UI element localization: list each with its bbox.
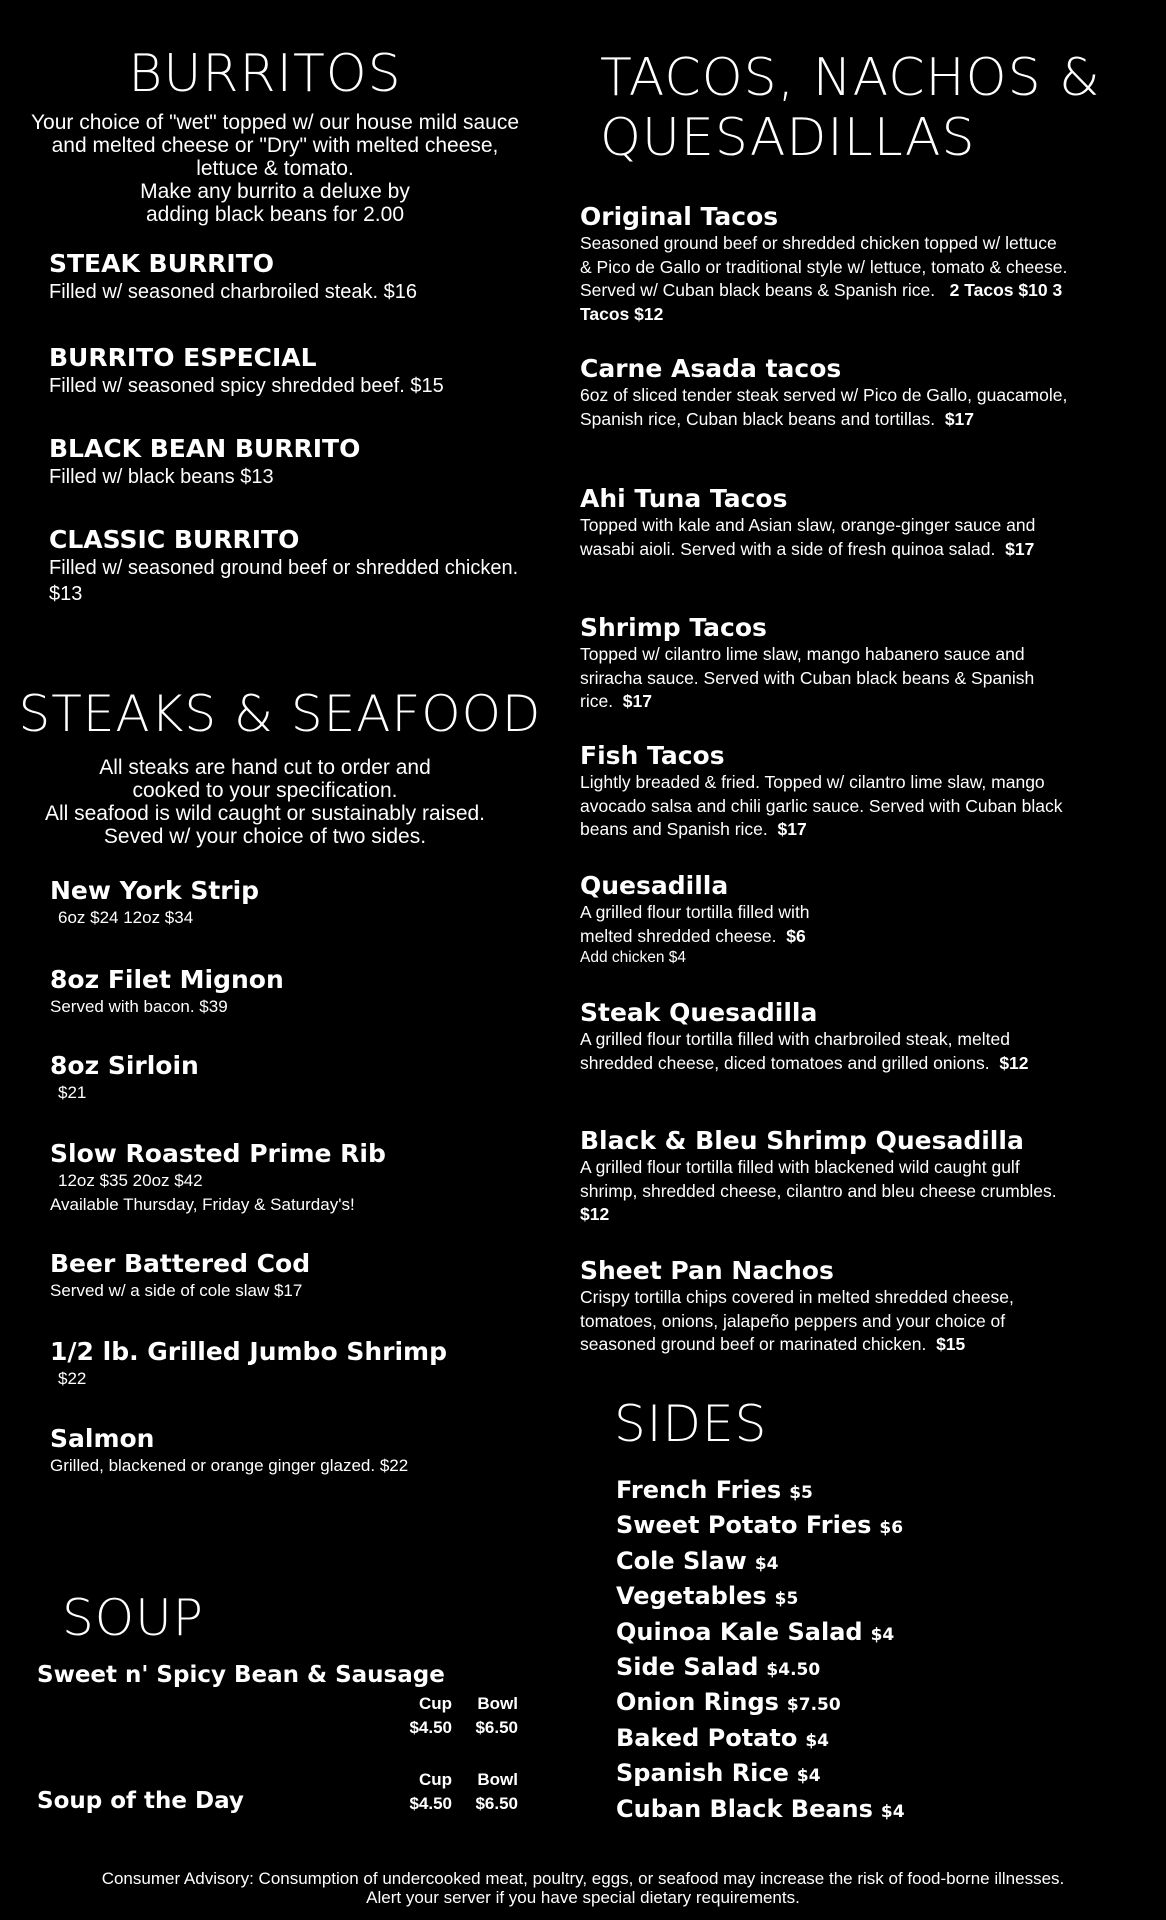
cup-label: Cup — [418, 1694, 452, 1713]
side-item — [616, 1722, 905, 1757]
item-note: Add chicken $4 — [580, 949, 686, 966]
item-desc: Filled w/ seasoned charbroiled steak. $16 — [49, 281, 417, 303]
side-name: Vegetables — [616, 1582, 767, 1611]
consumer-advisory — [0, 1869, 1166, 1907]
steaks-intro: All steaks are hand cut to order and cooked to your specification. All seafood is wild caught or sustainably raised. Seved w/ your choice of two sides. — [44, 756, 486, 848]
cup-price: $4.50 — [409, 1718, 452, 1737]
bowl-price: $6.50 — [475, 1718, 518, 1737]
item-desc: Filled w/ black beans $13 — [49, 466, 274, 488]
item-desc: Served with bacon. $39 — [50, 997, 228, 1016]
item-desc: $22 — [58, 1369, 87, 1388]
burrito-item — [49, 525, 519, 607]
cup-label: Cup — [418, 1770, 452, 1789]
side-item — [616, 1509, 905, 1544]
item-note: Available Thursday, Friday & Saturday's! — [50, 1195, 355, 1214]
burritos-title: BURRITOS — [128, 44, 402, 104]
item-price: $17 — [622, 691, 652, 711]
item-price: $17 — [1005, 538, 1035, 559]
item-name: Original Tacos — [580, 202, 779, 231]
item-price: $15 — [936, 1334, 966, 1354]
taco-item — [580, 1126, 1070, 1227]
item-name: 1/2 lb. Grilled Jumbo Shrimp — [50, 1337, 447, 1366]
item-desc: Topped w/ cilantro lime slaw, mango habanero sauce and sriracha sauce. Served with Cuban black beans & Spanish rice. $17 — [580, 644, 1035, 711]
item-name: Black & Bleu Shrimp Quesadilla — [580, 1126, 1024, 1155]
side-name: Quinoa Kale Salad — [616, 1617, 863, 1646]
item-desc: Crispy tortilla chips covered in melted shredded cheese, tomatoes, onions, jalapeño peppers and your choice of seasoned ground beef or marinated chicken. $15 — [580, 1287, 1014, 1354]
item-name: Quesadilla — [580, 871, 729, 900]
side-price: $4 — [870, 1624, 895, 1645]
side-price: $7.50 — [786, 1695, 841, 1716]
item-desc: A grilled flour tortilla filled with melted shredded cheese. $6 — [580, 902, 810, 946]
side-name: Cole Slaw — [616, 1546, 747, 1575]
side-item — [616, 1545, 905, 1580]
side-name: Onion Rings — [616, 1688, 779, 1717]
item-name: 8oz Sirloin — [50, 1051, 199, 1080]
bowl-label: Bowl — [477, 1770, 518, 1789]
item-desc: 6oz of sliced tender steak served w/ Pico de Gallo, guacamole, Spanish rice, Cuban black beans and tortillas. $17 — [580, 385, 1068, 429]
burrito-item — [49, 249, 417, 305]
soup-price-table — [370, 1768, 518, 1816]
advisory-line1: Consumer Advisory: Consumption of undercooked meat, poultry, eggs, or seafood may increase the risk of food-borne illnesses. — [101, 1869, 1065, 1888]
burrito-item — [49, 434, 360, 490]
steak-item — [50, 1051, 199, 1105]
side-price: $5 — [789, 1483, 813, 1503]
taco-item — [580, 741, 1070, 842]
item-name: Steak Quesadilla — [580, 998, 818, 1027]
tacos-title-line1: TACOS, NACHOS & — [600, 48, 1101, 108]
soup-title: SOUP — [62, 1589, 204, 1647]
side-item — [616, 1616, 905, 1651]
side-price: $4 — [754, 1553, 779, 1574]
taco-item — [580, 998, 1070, 1075]
item-name: Beer Battered Cod — [50, 1249, 311, 1278]
item-desc: Filled w/ seasoned ground beef or shredded chicken. $13 — [49, 557, 519, 605]
cup-price: $4.50 — [409, 1794, 452, 1813]
side-price: $4 — [880, 1801, 905, 1822]
taco-item — [580, 354, 1070, 431]
side-name: Side Salad — [616, 1653, 759, 1682]
taco-item — [580, 484, 1070, 561]
item-name: STEAK BURRITO — [49, 249, 275, 278]
item-name: BURRITO ESPECIAL — [49, 343, 317, 372]
soup-item-name: Soup of the Day — [37, 1788, 244, 1814]
taco-item — [580, 1256, 1070, 1357]
side-item — [616, 1793, 905, 1828]
item-desc: A grilled flour tortilla filled with charbroiled steak, melted shredded cheese, diced tomatoes and grilled onions. $12 — [580, 1029, 1029, 1073]
taco-item — [580, 613, 1070, 714]
taco-item — [580, 871, 1070, 968]
item-desc: Topped with kale and Asian slaw, orange-ginger sauce and wasabi aioli. Served with a side of fresh quinoa salad. $17 — [580, 515, 1036, 559]
steak-item — [50, 876, 259, 930]
item-name: BLACK BEAN BURRITO — [49, 434, 361, 463]
item-name: Fish Tacos — [580, 741, 725, 770]
soup-item-name: Sweet n' Spicy Bean & Sausage — [37, 1662, 445, 1688]
item-name: Ahi Tuna Tacos — [580, 484, 788, 513]
side-name: Baked Potato — [616, 1723, 798, 1752]
steaks-title: STEAKS & SEAFOOD — [18, 685, 542, 743]
item-desc: $21 — [58, 1083, 87, 1102]
sides-list — [616, 1474, 905, 1828]
item-name: Carne Asada tacos — [580, 354, 842, 383]
item-price: $17 — [777, 819, 807, 839]
side-item — [616, 1474, 905, 1509]
side-price: $4 — [805, 1730, 829, 1751]
item-desc: Seasoned ground beef or shredded chicken topped w/ lettuce & Pico de Gallo or traditional style w/ lettuce, tomato & cheese. Served w/ Cuban black beans & Spanish rice. 2 Tacos $10 3 Tacos $12 — [580, 233, 1068, 324]
side-price: $5 — [774, 1589, 799, 1610]
item-desc: 6oz $24 12oz $34 — [58, 908, 194, 927]
steak-item — [50, 965, 284, 1019]
side-item — [616, 1686, 905, 1721]
item-name: Sheet Pan Nachos — [580, 1256, 834, 1285]
item-desc: Lightly breaded & fried. Topped w/ cilantro lime slaw, mango avocado salsa and chili garlic sauce. Served with Cuban black beans and Spanish rice. $17 — [580, 772, 1063, 839]
side-item — [616, 1651, 905, 1686]
item-price: $12 — [999, 1052, 1029, 1073]
item-price: $12 — [580, 1204, 610, 1224]
side-price: $6 — [879, 1518, 904, 1539]
burrito-item — [49, 343, 444, 399]
taco-item — [580, 202, 1070, 326]
bowl-label: Bowl — [477, 1694, 518, 1713]
side-item — [616, 1757, 905, 1792]
item-desc: Filled w/ seasoned spicy shredded beef. $15 — [49, 375, 444, 397]
item-name: 8oz Filet Mignon — [50, 965, 284, 994]
item-name: New York Strip — [50, 876, 260, 905]
bowl-price: $6.50 — [475, 1794, 518, 1813]
steak-item — [50, 1249, 310, 1303]
steak-item — [50, 1337, 447, 1391]
side-name: Sweet Potato Fries — [616, 1511, 872, 1540]
item-price: 2 Tacos $10 3 Tacos $12 — [580, 280, 1063, 324]
item-desc: Grilled, blackened or orange ginger glazed. $22 — [50, 1456, 409, 1475]
item-desc: A grilled flour tortilla filled with blackened wild caught gulf shrimp, shredded cheese, cilantro and bleu cheese crumbles. $12 — [580, 1157, 1057, 1224]
side-item — [616, 1580, 905, 1615]
side-name: French Fries — [616, 1476, 782, 1504]
item-name: Salmon — [50, 1424, 155, 1453]
side-price: $4 — [796, 1766, 821, 1787]
steak-item — [50, 1139, 386, 1217]
item-name: CLASSIC BURRITO — [49, 525, 300, 554]
side-price: $4.50 — [766, 1660, 821, 1681]
soup-price-table — [370, 1692, 518, 1740]
side-name: Cuban Black Beans — [616, 1794, 873, 1823]
tacos-title-line2: QUESADILLAS — [600, 108, 976, 168]
item-name: Slow Roasted Prime Rib — [50, 1139, 386, 1168]
side-name: Spanish Rice — [616, 1759, 789, 1788]
item-price: $17 — [944, 408, 975, 429]
tacos-title — [600, 48, 1101, 168]
burritos-intro: Your choice of "wet" topped w/ our house mild sauce and melted cheese or "Dry" with melted cheese, lettuce & tomato. Make any burrito a deluxe by adding black beans for 2.00 — [30, 111, 520, 226]
advisory-line2: Alert your server if you have special dietary requirements. — [366, 1888, 800, 1907]
sides-title: SIDES — [614, 1395, 768, 1453]
item-desc: 12oz $35 20oz $42 — [58, 1171, 203, 1190]
item-name: Shrimp Tacos — [580, 613, 767, 642]
steak-item — [50, 1424, 408, 1478]
item-price: $6 — [786, 925, 806, 946]
item-desc: Served w/ a side of cole slaw $17 — [50, 1281, 303, 1300]
